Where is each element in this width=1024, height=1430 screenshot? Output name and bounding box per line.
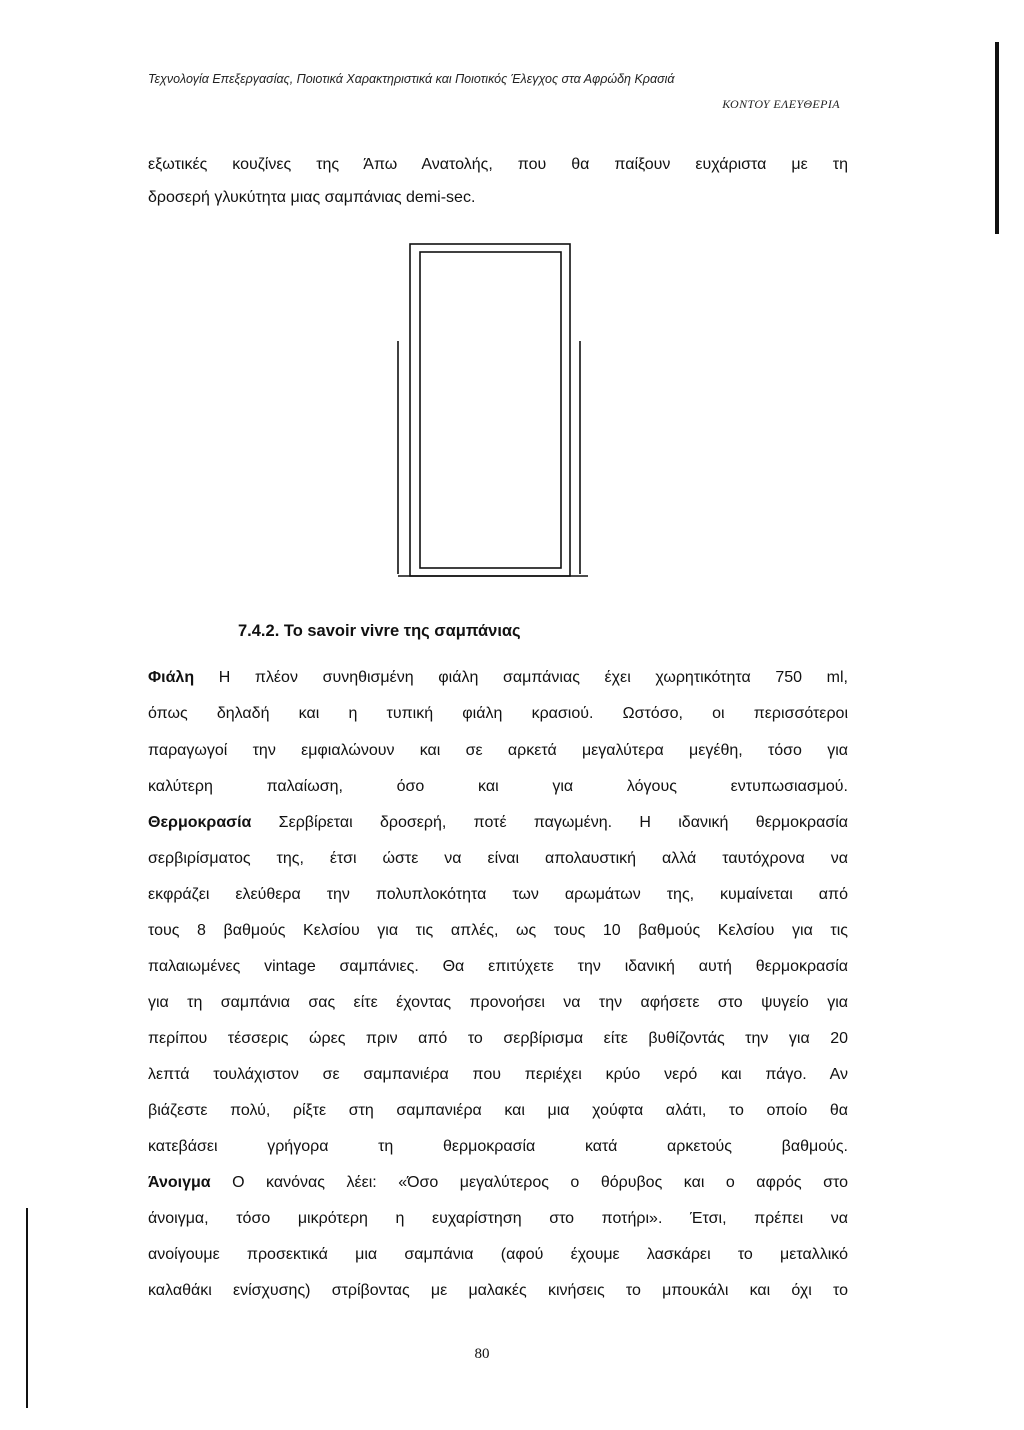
body-line-13: βιάζεστε πολύ, ρίξτε στη σαμπανιέρα και μια χούφτα αλάτι, το οποίο θα: [148, 1102, 848, 1119]
term-temperature: Θερμοκρασία: [148, 814, 252, 831]
body-line-15-text: Ο κανόνας λέει: «Όσο μεγαλύτερος ο θόρυβος και ο αφρός στο: [210, 1174, 848, 1191]
figure-frame-outer: [410, 244, 570, 576]
page-number: 80: [474, 1346, 490, 1362]
term-opening: Άνοιγμα: [148, 1174, 211, 1191]
body-line-1: [148, 668, 848, 688]
body-line-1-text: Η πλέον συνηθισμένη φιάλη σαμπάνιας έχει χωρητικότητα 750 ml,: [194, 669, 848, 686]
intro-line-2: δροσερή γλυκύτητα μιας σαμπάνιας demi-sec.: [148, 189, 476, 206]
body-line-8: τους 8 βαθμούς Κελσίου για τις απλές, ως τους 10 βαθμούς Κελσίου για τις: [148, 922, 848, 939]
bottle-figure: [390, 236, 600, 581]
body-line-6: σερβιρίσματος της, έτσι ώστε να είναι απολαυστική αλλά ταυτόχρονα να: [148, 850, 848, 867]
scan-edge-line-bottom-left: [26, 1208, 28, 1408]
running-header-title: Τεχνολογία Επεξεργασίας, Ποιοτικά Χαρακτηριστικά και Ποιοτικός Έλεγχος στα Αφρώδη Κρασιά: [148, 72, 675, 86]
body-line-15: [148, 1173, 848, 1193]
intro-line-1: εξωτικές κουζίνες της Άπω Ανατολής, που θα παίξουν ευχάριστα με τη: [148, 156, 848, 173]
body-line-11: περίπου τέσσερις ώρες πριν από το σερβίρισμα είτε βυθίζοντάς την για 20: [148, 1030, 848, 1047]
body-line-17: ανοίγουμε προσεκτικά μια σαμπάνια (αφού έχουμε λασκάρει το μεταλλικό: [148, 1246, 848, 1263]
body-line-2: όπως δηλαδή και η τυπική φιάλη κρασιού. Ωστόσο, οι περισσότεροι: [148, 705, 848, 722]
body-line-7: εκφράζει ελεύθερα την πολυπλοκότητα των αρωμάτων της, κυμαίνεται από: [148, 886, 848, 903]
body-line-16: άνοιγμα, τόσο μικρότερη η ευχαρίστηση στο ποτήρι». Έτσι, πρέπει να: [148, 1210, 848, 1227]
body-line-3: παραγωγοί την εμφιαλώνουν και σε αρκετά μεγαλύτερα μεγέθη, τόσο για: [148, 742, 848, 759]
body-line-14: κατεβάσει γρήγορα τη θερμοκρασία κατά αρκετούς βαθμούς.: [148, 1138, 848, 1155]
scan-edge-line-top-right: [995, 42, 999, 234]
body-line-12: λεπτά τουλάχιστον σε σαμπανιέρα που περιέχει κρύο νερό και πάγο. Αν: [148, 1066, 848, 1083]
term-bottle: Φιάλη: [148, 669, 195, 686]
body-line-4: καλύτερη παλαίωση, όσο και για λόγους εντυπωσιασμού.: [148, 778, 848, 795]
body-line-5: [148, 813, 848, 833]
body-line-9: παλαιωμένες vintage σαμπάνιες. Θα επιτύχετε την ιδανική αυτή θερμοκρασία: [148, 958, 848, 975]
body-line-5-text: Σερβίρεται δροσερή, ποτέ παγωμένη. Η ιδανική θερμοκρασία: [251, 814, 848, 831]
body-line-18: καλαθάκι ενίσχυσης) στρίβοντας με μαλακές κινήσεις το μπουκάλι και όχι το: [148, 1282, 848, 1299]
figure-frame-inner: [420, 252, 561, 568]
running-header-author: ΚΟΝΤΟΥ ΕΛΕΥΘΕΡΙΑ: [722, 97, 840, 111]
body-line-10: για τη σαμπάνια σας είτε έχοντας προνοήσει να την αφήσετε στο ψυγείο για: [148, 994, 848, 1011]
section-heading: 7.4.2. Το savoir vivre της σαμπάνιας: [238, 622, 521, 640]
